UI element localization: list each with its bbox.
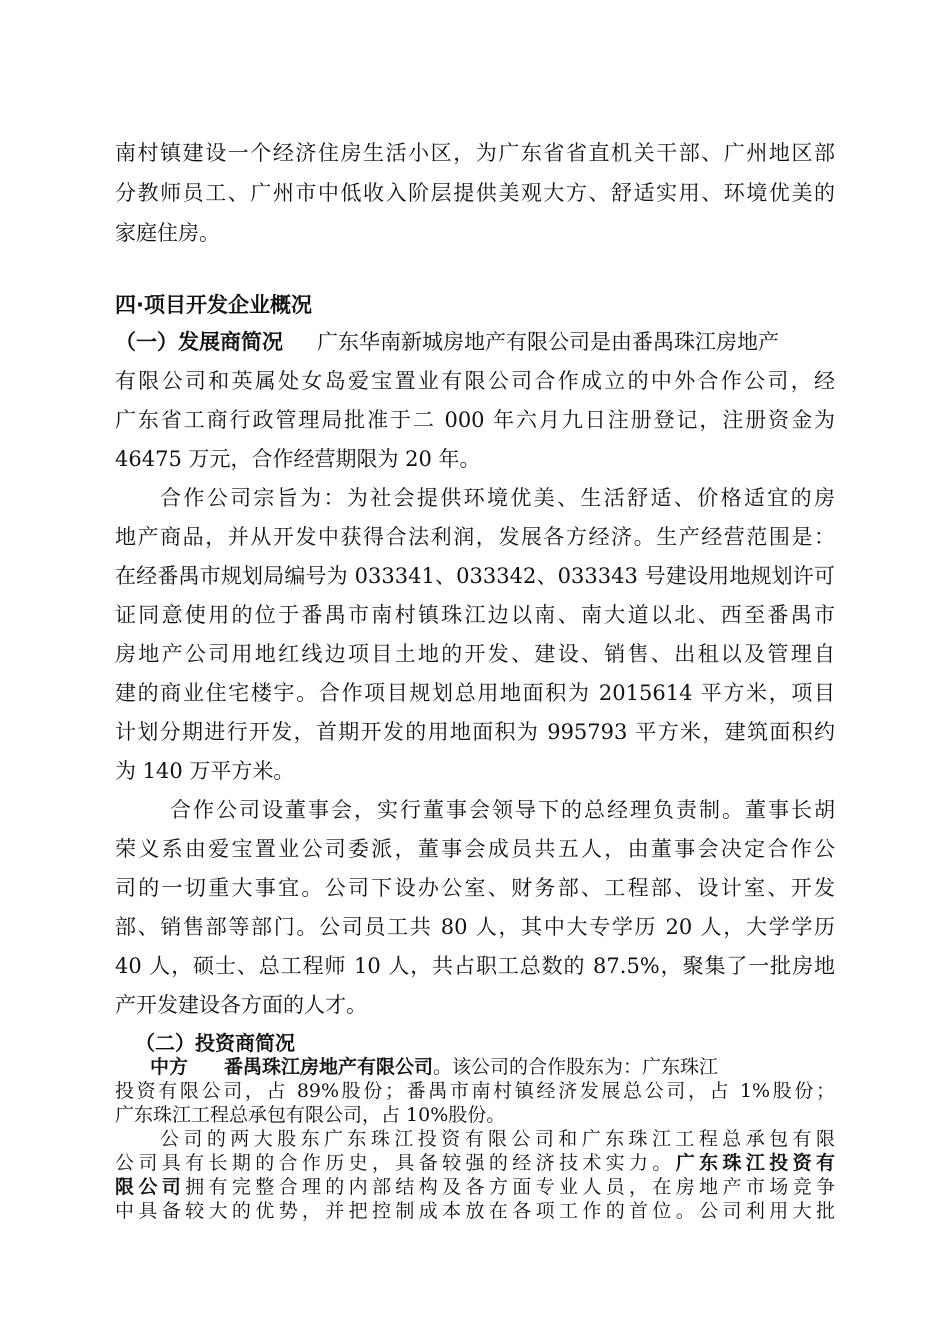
paragraph-line: 证同意使用的位于番禺市南村镇珠江边以南、南大道以北、西至番禺市: [115, 603, 835, 627]
label-text: 中方: [150, 1056, 189, 1078]
company-name: 广东珠江投资有: [675, 1152, 835, 1174]
paragraph-line: 为 140 万平方米。: [115, 759, 295, 783]
paragraph-text: 广东华南新城房地产有限公司是由番禺珠江房地产: [317, 330, 779, 354]
paragraph-line: 房地产公司用地红线边项目土地的开发、建设、销售、出租以及管理自: [115, 642, 835, 666]
paragraph-text: 公司具有长期的合作历史，具备较强的经济技术实力。: [115, 1152, 676, 1174]
company-name: 限公司: [115, 1176, 186, 1198]
paragraph-line: 产开发建设各方面的人才。: [115, 993, 367, 1017]
subsection-line: [150, 1055, 835, 1079]
paragraph-line: 司的一切重大事宜。公司下设办公室、财务部、工程部、设计室、开发: [115, 876, 835, 900]
paragraph-line: 合作公司设董事会，实行董事会领导下的总经理负责制。董事长胡: [170, 798, 835, 822]
paragraph-line: [115, 1151, 835, 1175]
paragraph-text: 拥有完整合理的内部结构及各方面专业人员，在房地产市场竞争: [185, 1176, 835, 1198]
paragraph-line: 广东珠江工程总承包有限公司，占 10%股份。: [115, 1104, 506, 1126]
paragraph-line: 在经番禺市规划局编号为 033341、033342、033343 号建设用地规划许可: [115, 564, 835, 588]
paragraph-line: 有限公司和英属处女岛爱宝置业有限公司合作成立的中外合作公司，经: [115, 369, 835, 393]
paragraph-line: 地产商品，并从开发中获得合法利润，发展各方经济。生产经营范围是：: [115, 525, 835, 549]
paragraph-line: 广东省工商行政管理局批准于二 000 年六月九日注册登记，注册资金为: [115, 408, 835, 432]
paragraph-line: 南村镇建设一个经济住房生活小区，为广东省省直机关干部、广州地区部: [115, 141, 835, 165]
company-name: 番禺珠江房地产有限公司: [224, 1056, 434, 1078]
paragraph-line: 分教师员工、广州市中低收入阶层提供美观大方、舒适实用、环境优美的: [115, 181, 835, 205]
paragraph-line: 建的商业住宅楼宇。合作项目规划总用地面积为 2015614 平方米，项目: [115, 681, 835, 705]
paragraph-line: [115, 1175, 835, 1199]
paragraph-line: 荣义系由爱宝置业公司委派，董事会成员共五人，由董事会决定合作公: [115, 837, 835, 861]
paragraph-line: 计划分期进行开发，首期开发的用地面积为 995793 平方米，建筑面积约: [115, 720, 835, 744]
subsection-heading: （一）发展商简况: [115, 330, 283, 354]
subsection-heading: （二）投资商简况: [135, 1031, 295, 1055]
paragraph-line: 46475 万元，合作经营期限为 20 年。: [115, 447, 481, 471]
subsection-line: [115, 327, 835, 357]
paragraph-line: 40 人，硕士、总工程师 10 人，共占职工总数的 87.5%，聚集了一批房地: [115, 954, 835, 978]
paragraph-line: 公司的两大股东广东珠江投资有限公司和广东珠江工程总承包有限: [160, 1128, 835, 1150]
paragraph-line: 部、销售部等部门。公司员工共 80 人，其中大专学历 20 人，大学学历: [115, 915, 835, 939]
paragraph-line: 合作公司宗旨为：为社会提供环境优美、生活舒适、价格适宜的房: [160, 486, 835, 510]
paragraph-line: 投资有限公司，占 89%股份；番禺市南村镇经济发展总公司，占 1%股份；: [115, 1080, 835, 1102]
paragraph-line: 中具备较大的优势，并把控制成本放在各项工作的首位。公司利用大批: [115, 1200, 835, 1222]
paragraph-line: 家庭住房。: [115, 221, 220, 245]
paragraph-text: 。该公司的合作股东为：广东珠江: [433, 1056, 719, 1078]
section-heading: 四·项目开发企业概况: [115, 293, 312, 317]
